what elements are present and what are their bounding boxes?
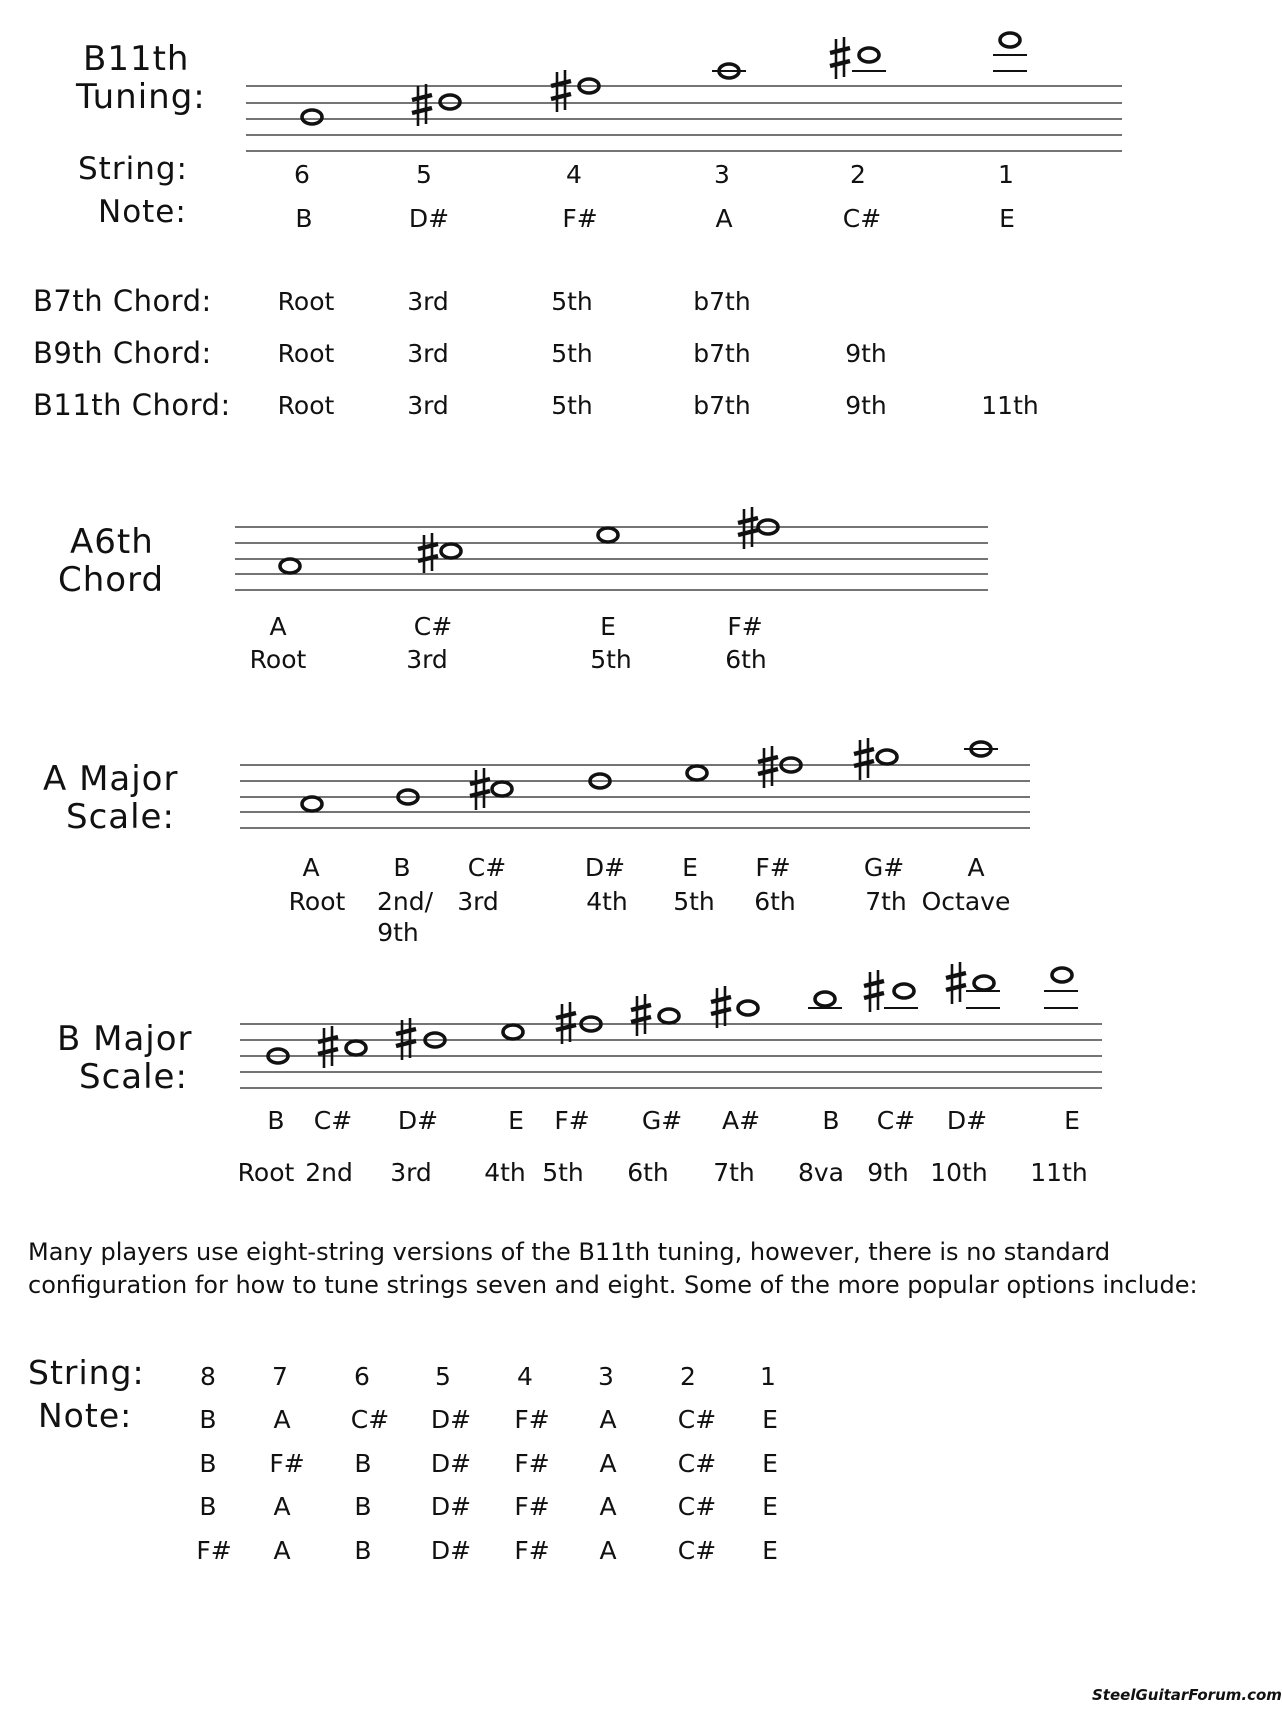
b11-note-d-sharp bbox=[440, 95, 460, 109]
b11-sharp-f bbox=[551, 70, 571, 112]
b11-chord-label: B11th Chord: bbox=[33, 388, 231, 422]
a6-degree-2: 3rd bbox=[406, 645, 448, 674]
b-major-note-g-sharp bbox=[659, 1009, 679, 1023]
a-major-note-label-4: D# bbox=[584, 853, 626, 882]
b11-note-e bbox=[1000, 33, 1020, 47]
b11-degree-4: b7th bbox=[693, 391, 751, 420]
b-major-title-line2: Scale: bbox=[79, 1057, 188, 1097]
b-major-note-label-7: A# bbox=[721, 1106, 761, 1135]
b11-tuning-title-line2: Tuning: bbox=[76, 77, 206, 117]
a-major-title-line1: A Major bbox=[43, 759, 179, 799]
b-major-note-e bbox=[503, 1025, 523, 1039]
b-major-degree-5: 5th bbox=[542, 1158, 584, 1187]
b7-degree-4: b7th bbox=[693, 287, 751, 316]
b9-degree-4: b7th bbox=[693, 339, 751, 368]
eight-row2-c8: E bbox=[762, 1449, 778, 1478]
b-major-note-label-5: F# bbox=[554, 1106, 590, 1135]
b-major-note-label-8: B bbox=[822, 1106, 840, 1135]
eight-row3-c1: B bbox=[199, 1492, 217, 1521]
eight-row2-c1: B bbox=[199, 1449, 217, 1478]
b-major-note-label-1: B bbox=[267, 1106, 285, 1135]
b-major-sharp-g bbox=[631, 994, 651, 1036]
a6-note-a bbox=[280, 559, 300, 573]
a-major-note-e bbox=[687, 766, 707, 780]
b-major-note-e-11th bbox=[1052, 968, 1072, 982]
eight-row2-c3: B bbox=[354, 1449, 372, 1478]
b-major-degree-4: 4th bbox=[484, 1158, 526, 1187]
a-major-note-label-8: A bbox=[967, 853, 985, 882]
paragraph-line-1: Many players use eight-string versions of the B11th tuning, however, there is no standard bbox=[28, 1238, 1111, 1266]
eight-row4-c1: F# bbox=[196, 1536, 232, 1565]
eight-row4-c3: B bbox=[354, 1536, 372, 1565]
a-major-note-g-sharp bbox=[877, 750, 897, 764]
b-major-note-label-10: D# bbox=[946, 1106, 988, 1135]
eight-string-2: 2 bbox=[680, 1362, 696, 1391]
b11-note-3: F# bbox=[562, 204, 598, 233]
b-major-degree-7: 7th bbox=[713, 1158, 755, 1187]
b11-staff-lines bbox=[246, 86, 1122, 151]
a-major-degree-3: 3rd bbox=[457, 887, 499, 916]
b11-sharp-c bbox=[830, 37, 850, 79]
eight-row2-c6: A bbox=[599, 1449, 617, 1478]
b11-note-6: E bbox=[999, 204, 1015, 233]
eight-row4-c4: D# bbox=[430, 1536, 472, 1565]
a6-staff-lines bbox=[235, 527, 988, 590]
a6-note-label-1: A bbox=[269, 612, 287, 641]
a6-note-label-4: F# bbox=[727, 612, 763, 641]
b11-degree-3: 5th bbox=[551, 391, 593, 420]
eight-row1-c7: C# bbox=[677, 1405, 717, 1434]
eight-string-6: 6 bbox=[354, 1362, 370, 1391]
b11-string-label: String: bbox=[78, 151, 188, 187]
a6-degree-3: 5th bbox=[590, 645, 632, 674]
a-major-note-label-2: B bbox=[393, 853, 411, 882]
eight-row3-c2: A bbox=[273, 1492, 291, 1521]
eight-row3-c5: F# bbox=[514, 1492, 550, 1521]
a-major-title-line2: Scale: bbox=[66, 797, 175, 837]
b-major-sharp-c2 bbox=[864, 970, 884, 1012]
a6-sharp-c bbox=[418, 533, 438, 573]
eight-row3-c6: A bbox=[599, 1492, 617, 1521]
a-major-degree-2-extra: 9th bbox=[377, 918, 419, 947]
b11-note-4: A bbox=[715, 204, 733, 233]
eight-row1-c8: E bbox=[762, 1405, 778, 1434]
b-major-degree-10: 10th bbox=[930, 1158, 988, 1187]
eight-row3-c7: C# bbox=[677, 1492, 717, 1521]
a6-degree-1: Root bbox=[249, 645, 307, 674]
b7-degree-2: 3rd bbox=[407, 287, 449, 316]
eight-row3-c4: D# bbox=[430, 1492, 472, 1521]
eight-row1-c6: A bbox=[599, 1405, 617, 1434]
b11-string-6: 6 bbox=[294, 160, 310, 189]
b7-degree-3: 5th bbox=[551, 287, 593, 316]
b11-string-4: 4 bbox=[566, 160, 582, 189]
a-major-degree-2: 2nd/ bbox=[376, 887, 434, 916]
a-major-degree-5: 5th bbox=[673, 887, 715, 916]
b-major-title-line1: B Major bbox=[57, 1019, 193, 1059]
b-major-note-label-6: G# bbox=[641, 1106, 683, 1135]
a-major-sharp-c bbox=[470, 768, 490, 810]
b9-degree-3: 5th bbox=[551, 339, 593, 368]
eight-string-7: 7 bbox=[272, 1362, 288, 1391]
b7-degree-1: Root bbox=[277, 287, 335, 316]
b-major-sharp-a bbox=[711, 986, 731, 1028]
b11-note-2: D# bbox=[408, 204, 450, 233]
b-major-degree-3: 3rd bbox=[390, 1158, 432, 1187]
eight-note-label: Note: bbox=[38, 1396, 133, 1435]
b-major-note-label-4: E bbox=[508, 1106, 524, 1135]
eight-string-8: 8 bbox=[200, 1362, 216, 1391]
b11-string-2: 2 bbox=[850, 160, 866, 189]
b11-degree-1: Root bbox=[277, 391, 335, 420]
a-major-sharp-g bbox=[854, 738, 874, 780]
b-major-staff-lines bbox=[240, 1024, 1102, 1088]
b-major-note-c-sharp bbox=[346, 1041, 366, 1055]
b-major-note-label-2: C# bbox=[313, 1106, 353, 1135]
a-major-note-label-1: A bbox=[302, 853, 320, 882]
a-major-note-label-3: C# bbox=[467, 853, 507, 882]
a-major-sharp-f bbox=[758, 746, 778, 788]
b-major-degree-1: Root bbox=[237, 1158, 295, 1187]
eight-row4-c6: A bbox=[599, 1536, 617, 1565]
b-major-degree-6: 6th bbox=[627, 1158, 669, 1187]
a-major-degree-1: Root bbox=[288, 887, 346, 916]
b-major-sharp-c bbox=[318, 1026, 338, 1068]
b-major-degree-11: 11th bbox=[1030, 1158, 1088, 1187]
a-major-note-c-sharp bbox=[492, 782, 512, 796]
a-major-note-label-7: G# bbox=[863, 853, 905, 882]
b11-string-5: 5 bbox=[416, 160, 432, 189]
eight-row1-c5: F# bbox=[514, 1405, 550, 1434]
a-major-degree-6: 6th bbox=[754, 887, 796, 916]
b-major-degree-2: 2nd bbox=[305, 1158, 353, 1187]
b9-degree-1: Root bbox=[277, 339, 335, 368]
b11-degree-6: 11th bbox=[981, 391, 1039, 420]
eight-row4-c5: F# bbox=[514, 1536, 550, 1565]
b-major-note-a-sharp bbox=[738, 1001, 758, 1015]
eight-row4-c8: E bbox=[762, 1536, 778, 1565]
a6-note-e bbox=[598, 528, 618, 542]
paragraph-line-2: configuration for how to tune strings seven and eight. Some of the more popular options include: bbox=[28, 1271, 1198, 1299]
b11-tuning-title-line1: B11th bbox=[83, 39, 190, 79]
b11-string-1: 1 bbox=[998, 160, 1014, 189]
b11-string-3: 3 bbox=[714, 160, 730, 189]
eight-string-5: 5 bbox=[435, 1362, 451, 1391]
b11-note-b bbox=[302, 110, 322, 124]
a6-chord-title-line2: Chord bbox=[58, 560, 165, 600]
a-major-degree-8: Octave bbox=[921, 887, 1011, 916]
b11-degree-2: 3rd bbox=[407, 391, 449, 420]
b11-sharp-d bbox=[412, 84, 432, 126]
b11-note-1: B bbox=[295, 204, 313, 233]
b11-note-c-sharp bbox=[859, 48, 879, 62]
a6-note-c-sharp bbox=[441, 544, 461, 558]
b-major-note-b-8va bbox=[815, 992, 835, 1006]
b-major-note-label-11: E bbox=[1064, 1106, 1080, 1135]
b11-note-label: Note: bbox=[98, 194, 187, 230]
a6-chord-title-line1: A6th bbox=[70, 522, 154, 562]
b-major-note-d-sharp-2 bbox=[974, 976, 994, 990]
a6-degree-4: 6th bbox=[725, 645, 767, 674]
b-major-degree-9: 9th bbox=[867, 1158, 909, 1187]
b-major-sharp-d2 bbox=[946, 962, 966, 1004]
eight-row2-c4: D# bbox=[430, 1449, 472, 1478]
a-major-note-label-5: E bbox=[682, 853, 698, 882]
footer-site-link[interactable]: SteelGuitarForum.com bbox=[1092, 1686, 1282, 1704]
a-major-staff-lines bbox=[240, 765, 1030, 828]
a-major-degree-7: 7th bbox=[865, 887, 907, 916]
eight-row1-c4: D# bbox=[430, 1405, 472, 1434]
a-major-note-label-6: F# bbox=[755, 853, 791, 882]
eight-row3-c8: E bbox=[762, 1492, 778, 1521]
a6-note-label-3: E bbox=[600, 612, 616, 641]
eight-row3-c3: B bbox=[354, 1492, 372, 1521]
b11-degree-5: 9th bbox=[845, 391, 887, 420]
b11-note-5: C# bbox=[842, 204, 882, 233]
b-major-note-label-9: C# bbox=[876, 1106, 916, 1135]
eight-row2-c2: F# bbox=[269, 1449, 305, 1478]
eight-string-3: 3 bbox=[598, 1362, 614, 1391]
eight-string-4: 4 bbox=[517, 1362, 533, 1391]
b-major-degree-8: 8va bbox=[797, 1158, 845, 1187]
b-major-sharp-f bbox=[556, 1002, 576, 1044]
b9-degree-2: 3rd bbox=[407, 339, 449, 368]
eight-row2-c5: F# bbox=[514, 1449, 550, 1478]
a-major-degree-4: 4th bbox=[586, 887, 628, 916]
b9-degree-5: 9th bbox=[845, 339, 887, 368]
eight-string-1: 1 bbox=[760, 1362, 776, 1391]
b-major-note-c-sharp-2 bbox=[894, 984, 914, 998]
eight-row1-c1: B bbox=[199, 1405, 217, 1434]
eight-row1-c3: C# bbox=[350, 1405, 390, 1434]
eight-row4-c7: C# bbox=[677, 1536, 717, 1565]
a-major-note-a bbox=[302, 797, 322, 811]
a6-note-label-2: C# bbox=[413, 612, 453, 641]
b7-chord-label: B7th Chord: bbox=[33, 284, 212, 318]
eight-row4-c2: A bbox=[273, 1536, 291, 1565]
b-major-note-label-3: D# bbox=[397, 1106, 439, 1135]
b9-chord-label: B9th Chord: bbox=[33, 336, 212, 370]
explanation-paragraph bbox=[28, 1236, 1198, 1302]
eight-row1-c2: A bbox=[273, 1405, 291, 1434]
eight-row2-c7: C# bbox=[677, 1449, 717, 1478]
eight-string-label: String: bbox=[28, 1353, 145, 1392]
